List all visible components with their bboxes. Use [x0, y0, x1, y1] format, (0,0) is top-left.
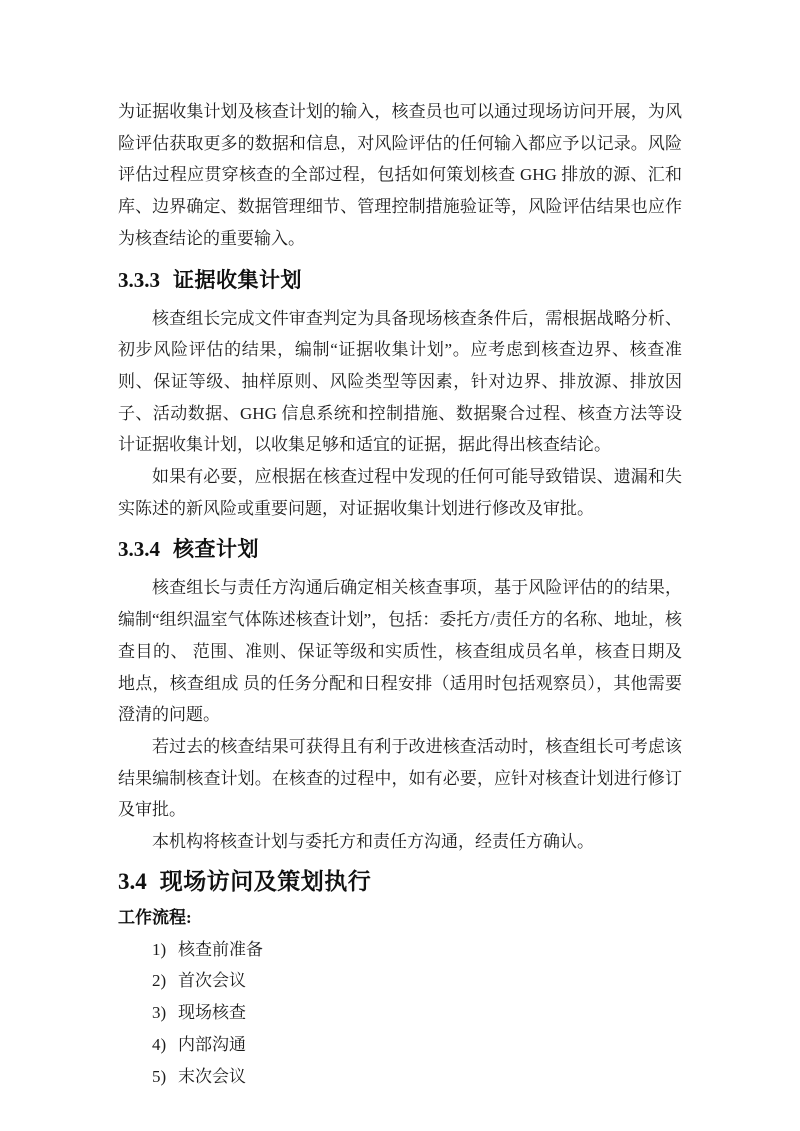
- step-label: 首次会议: [178, 971, 246, 991]
- step-label: 内部沟通: [178, 1034, 246, 1054]
- step-label: 末次会议: [178, 1066, 246, 1086]
- verification-plan-paragraph-2: 若过去的核查结果可获得且有利于改进核查活动时，核查组长可考虑该结果编制核查计划。在核查的过程中，如有必要，应针对核查计划进行修订及审批。: [118, 736, 682, 820]
- heading-number: 3.3.4: [118, 537, 160, 562]
- step-number: 2): [152, 971, 167, 991]
- step-number: 4): [152, 1034, 167, 1054]
- verification-plan-paragraph-1: 核查组长与责任方沟通后确定相关核查事项，基于风险评估的的结果，编制“组织温室气体陈述核查计划”，包括：委托方/责任方的名称、地址，核查目的、 范围、准则、保证等级和实质性，核查组成员名单，核查日期及地点，核查组成 员的任务分配和日程安排（适用时包括观察员），其他需要澄清的问题。: [118, 578, 682, 725]
- heading-title: 核查计划: [173, 537, 259, 562]
- workflow-list: [118, 934, 682, 1093]
- section-heading-3-4: [118, 865, 682, 899]
- section-heading-3-3-4: [118, 533, 682, 565]
- workflow-step: [152, 934, 682, 966]
- heading-title: 证据收集计划: [173, 267, 302, 292]
- heading-number: 3.4: [118, 868, 147, 894]
- workflow-step: [152, 1061, 682, 1093]
- evidence-plan-paragraph-2: 如果有必要，应根据在核查过程中发现的任何可能导致错误、遗漏和失实陈述的新风险或重要问题，对证据收集计划进行修改及审批。: [118, 467, 682, 518]
- evidence-plan-paragraph-1: 核查组长完成文件审查判定为具备现场核查条件后，需根据战略分析、初步风险评估的结果，编制“证据收集计划”。应考虑到核查边界、核查准则、保证等级、抽样原则、风险类型等因素，针对边界、排放源、排放因子、活动数据、GHG 信息系统和控制措施、数据聚合过程、核查方法等设计证据收集计划，以收集足够和适宜的证据，据此得出核查结论。: [118, 308, 682, 455]
- workflow-step: [152, 997, 682, 1029]
- section-heading-3-3-3: [118, 264, 682, 296]
- workflow-step: [152, 965, 682, 997]
- verification-plan-paragraph-3: 本机构将核查计划与委托方和责任方沟通，经责任方确认。: [152, 832, 594, 852]
- step-number: 1): [152, 939, 167, 959]
- workflow-label: 工作流程:: [118, 907, 192, 927]
- step-number: 3): [152, 1003, 167, 1023]
- workflow-step: [152, 1029, 682, 1061]
- heading-title: 现场访问及策划执行: [159, 868, 372, 894]
- intro-paragraph: 为证据收集计划及核查计划的输入，核查员也可以通过现场访问开展，为风险评估获取更多的数据和信息，对风险评估的任何输入都应予以记录。风险评估过程应贯穿核查的全部过程，包括如何策划核查 GHG 排放的源、汇和库、边界确定、数据管理细节、管理控制措施验证等，风险评估结果也应作为核查结论的重要输入。: [118, 102, 682, 248]
- step-label: 核查前准备: [178, 939, 263, 959]
- step-label: 现场核查: [178, 1003, 246, 1023]
- heading-number: 3.3.3: [118, 267, 160, 292]
- step-number: 5): [152, 1066, 167, 1086]
